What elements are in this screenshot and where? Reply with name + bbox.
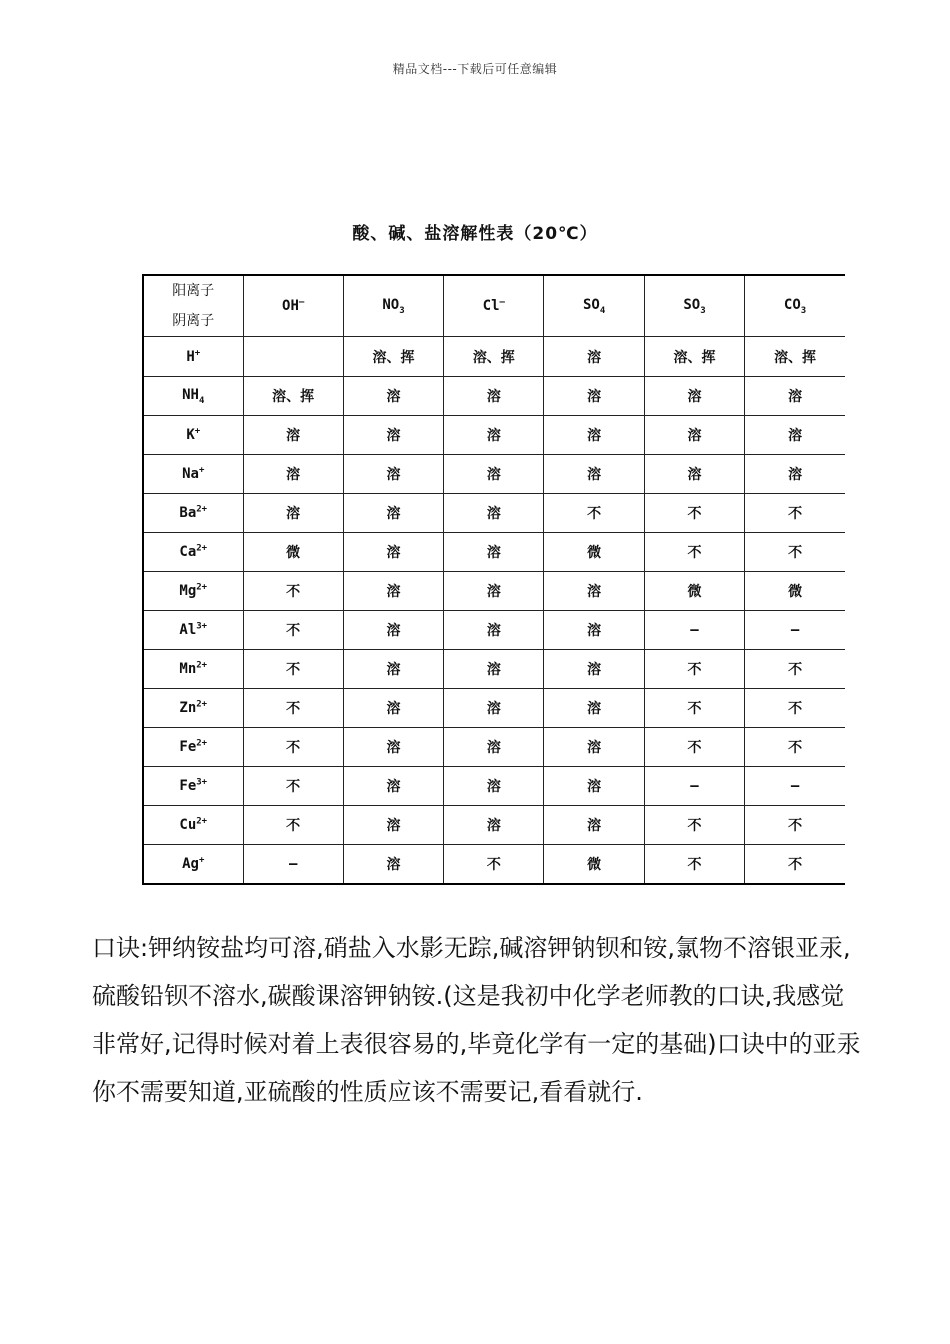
ion-symbol: Na — [182, 466, 199, 483]
solubility-cell: 溶、挥 — [745, 337, 845, 377]
ion-charge: — — [298, 297, 305, 308]
cation-label — [182, 856, 204, 872]
solubility-cell: 溶 — [243, 416, 343, 455]
anion-header-cell — [544, 275, 644, 337]
table-row — [143, 806, 845, 845]
ion-symbol: Zn — [179, 700, 197, 717]
solubility-cell: 溶 — [544, 650, 644, 689]
solubility-cell: 溶 — [544, 416, 644, 455]
solubility-cell: 不 — [745, 689, 845, 728]
solubility-cell: 溶 — [444, 416, 544, 455]
solubility-cell: 不 — [644, 728, 744, 767]
solubility-cell: 溶 — [343, 806, 443, 845]
cation-header-cell — [143, 533, 243, 572]
ion-charge: 2+ — [196, 699, 208, 710]
table-row — [143, 533, 845, 572]
solubility-cell: 不 — [644, 494, 744, 533]
table-row — [143, 572, 845, 611]
table-row — [143, 377, 845, 416]
ion-charge: + — [194, 426, 201, 437]
solubility-cell: 溶 — [644, 416, 744, 455]
solubility-cell: — — [745, 611, 845, 650]
ion-symbol: Ag — [182, 856, 199, 873]
solubility-table — [142, 274, 845, 885]
solubility-cell: 溶 — [544, 689, 644, 728]
cation-header-cell — [143, 845, 243, 885]
solubility-cell: 不 — [745, 533, 845, 572]
ion-subscript: 4 — [599, 305, 606, 316]
anion-header-cell — [343, 275, 443, 337]
cation-label — [186, 349, 200, 365]
ion-symbol: Al — [179, 622, 197, 639]
table-row — [143, 337, 845, 377]
cation-header-cell — [143, 767, 243, 806]
solubility-cell: 溶、挥 — [243, 377, 343, 416]
cation-label — [179, 544, 207, 560]
cation-label — [179, 739, 207, 755]
solubility-cell: 不 — [243, 572, 343, 611]
ion-subscript: 3 — [399, 305, 405, 316]
solubility-cell: 微 — [243, 533, 343, 572]
solubility-cell: 不 — [745, 650, 845, 689]
ion-charge: 2+ — [196, 816, 208, 827]
cation-label — [182, 466, 204, 482]
table-row — [143, 728, 845, 767]
cation-header-cell — [143, 337, 243, 377]
solubility-cell: 溶 — [544, 806, 644, 845]
solubility-cell: 溶 — [343, 533, 443, 572]
cation-header-cell — [143, 806, 243, 845]
solubility-cell: 溶 — [444, 806, 544, 845]
solubility-cell: 微 — [544, 845, 644, 885]
ion-charge: 2+ — [196, 660, 208, 671]
solubility-cell: 溶 — [544, 455, 644, 494]
ion-symbol: SO — [583, 296, 600, 313]
ion-symbol: NO — [382, 296, 400, 313]
solubility-cell: 溶 — [745, 416, 845, 455]
ion-symbol: H — [186, 348, 195, 365]
solubility-cell: 溶 — [745, 455, 845, 494]
cation-label — [179, 505, 207, 521]
solubility-cell: 溶 — [544, 377, 644, 416]
solubility-cell: 不 — [243, 611, 343, 650]
ion-symbol: Cl — [482, 298, 500, 315]
cation-header-cell — [143, 611, 243, 650]
ion-symbol: NH — [182, 386, 199, 403]
solubility-cell: 溶 — [444, 689, 544, 728]
cation-header-cell — [143, 572, 243, 611]
ion-charge: 3+ — [196, 777, 208, 788]
solubility-cell: 溶 — [444, 494, 544, 533]
anion-label — [583, 296, 606, 316]
solubility-cell: 溶 — [243, 494, 343, 533]
solubility-cell: 溶 — [343, 416, 443, 455]
cation-label — [179, 817, 207, 833]
anion-label — [683, 296, 706, 316]
ion-charge: — — [499, 297, 505, 308]
cation-header-cell — [143, 416, 243, 455]
solubility-cell: 溶 — [444, 728, 544, 767]
solubility-cell: 溶 — [745, 377, 845, 416]
ion-subscript: 3 — [800, 305, 807, 316]
ion-charge: 3+ — [196, 621, 208, 632]
page-header-note: 精品文档---下载后可任意编辑 — [392, 62, 558, 76]
cation-header-cell — [143, 689, 243, 728]
solubility-cell: 不 — [644, 689, 744, 728]
anion-label — [783, 296, 807, 316]
solubility-cell: — — [644, 611, 744, 650]
anion-header-cell — [243, 275, 343, 337]
solubility-cell: 溶、挥 — [343, 337, 443, 377]
table-title: 酸、碱、盐溶解性表（20℃） — [352, 224, 598, 244]
solubility-cell: 溶 — [544, 337, 644, 377]
solubility-cell: — — [644, 767, 744, 806]
solubility-cell: 微 — [544, 533, 644, 572]
solubility-cell: 溶 — [644, 455, 744, 494]
solubility-cell: 溶 — [444, 650, 544, 689]
solubility-cell — [243, 337, 343, 377]
anion-header-cell — [745, 275, 845, 337]
cation-label — [179, 583, 207, 599]
solubility-cell: 不 — [745, 806, 845, 845]
solubility-cell: 溶 — [544, 611, 644, 650]
table-row — [143, 650, 845, 689]
table-row — [143, 689, 845, 728]
ion-charge: 2+ — [196, 504, 208, 515]
ion-symbol: SO — [683, 296, 701, 313]
solubility-cell: 溶 — [343, 494, 443, 533]
ion-symbol: K — [186, 427, 195, 444]
table-row — [143, 416, 845, 455]
solubility-cell: 不 — [243, 806, 343, 845]
anion-label — [483, 298, 505, 314]
anion-header-cell — [644, 275, 744, 337]
solubility-cell: 不 — [243, 728, 343, 767]
table-row — [143, 845, 845, 885]
cation-header-cell — [143, 728, 243, 767]
cation-label — [182, 386, 205, 406]
ion-symbol: Fe — [179, 778, 197, 795]
solubility-cell: 溶 — [644, 377, 744, 416]
solubility-cell: 溶 — [444, 572, 544, 611]
solubility-cell: 不 — [243, 650, 343, 689]
solubility-cell: 溶 — [544, 767, 644, 806]
solubility-cell: 不 — [745, 728, 845, 767]
solubility-cell: 溶 — [444, 377, 544, 416]
table-row — [143, 767, 845, 806]
cation-header-cell — [143, 377, 243, 416]
ion-symbol: Fe — [179, 739, 197, 756]
solubility-cell: 不 — [243, 689, 343, 728]
mnemonic-paragraph: 口诀:钾纳铵盐均可溶,硝盐入水影无踪,碱溶钾钠钡和铵,氯物不溶银亚汞,硫酸铅钡不溶水,碳酸课溶钾钠铵.(这是我初中化学老师教的口诀,我感觉非常好,记得时候对着上表很容易的,毕竟化学有一定的基础)口诀中的亚汞你不需要知道,亚硫酸的性质应该不需要记,看看就行. — [92, 934, 861, 1106]
ion-charge: + — [198, 465, 205, 476]
solubility-cell: 溶 — [343, 845, 443, 885]
solubility-cell: — — [745, 767, 845, 806]
solubility-cell: 不 — [644, 806, 744, 845]
solubility-cell: — — [243, 845, 343, 885]
anion-label — [282, 298, 304, 314]
cation-label — [179, 661, 207, 677]
cation-label — [186, 427, 200, 443]
cation-label — [179, 700, 207, 716]
ion-charge: 2+ — [196, 738, 208, 749]
ion-symbol: CO — [783, 296, 801, 313]
solubility-cell: 不 — [444, 845, 544, 885]
corner-anion-label: 阴离子 — [172, 313, 215, 329]
ion-symbol: Mg — [179, 583, 197, 600]
ion-charge: 2+ — [196, 582, 208, 593]
solubility-cell: 溶 — [343, 728, 443, 767]
ion-charge: + — [198, 855, 205, 866]
solubility-cell: 溶、挥 — [644, 337, 744, 377]
solubility-cell: 溶、挥 — [444, 337, 544, 377]
anion-label — [382, 296, 405, 316]
solubility-cell: 微 — [745, 572, 845, 611]
ion-charge: 2+ — [196, 543, 208, 554]
solubility-cell: 微 — [644, 572, 744, 611]
solubility-cell: 溶 — [544, 572, 644, 611]
solubility-cell: 溶 — [343, 455, 443, 494]
cation-label — [179, 778, 207, 794]
table-row — [143, 494, 845, 533]
solubility-cell: 溶 — [544, 728, 644, 767]
corner-cation-label: 阳离子 — [172, 283, 215, 299]
ion-charge: + — [194, 348, 201, 359]
solubility-cell: 不 — [644, 845, 744, 885]
solubility-cell: 溶 — [444, 533, 544, 572]
corner-cell — [143, 275, 243, 337]
ion-symbol: Cu — [179, 817, 197, 834]
ion-symbol: Mn — [179, 661, 197, 678]
solubility-cell: 溶 — [444, 611, 544, 650]
ion-symbol: Ba — [179, 505, 197, 522]
solubility-cell: 溶 — [343, 650, 443, 689]
cation-header-cell — [143, 494, 243, 533]
cation-label — [179, 622, 207, 638]
solubility-cell: 溶 — [343, 611, 443, 650]
solubility-cell: 不 — [544, 494, 644, 533]
ion-symbol: OH — [282, 298, 299, 315]
solubility-cell: 溶 — [343, 689, 443, 728]
solubility-cell: 溶 — [343, 377, 443, 416]
cation-header-cell — [143, 455, 243, 494]
solubility-cell: 溶 — [243, 455, 343, 494]
cation-header-cell — [143, 650, 243, 689]
ion-subscript: 4 — [198, 395, 205, 406]
anion-header-cell — [444, 275, 544, 337]
solubility-cell: 溶 — [444, 455, 544, 494]
solubility-cell: 不 — [644, 650, 744, 689]
ion-symbol: Ca — [179, 544, 197, 561]
solubility-cell: 溶 — [343, 572, 443, 611]
solubility-cell: 不 — [644, 533, 744, 572]
table-row — [143, 611, 845, 650]
solubility-cell: 不 — [745, 845, 845, 885]
ion-subscript: 3 — [700, 305, 706, 316]
table-row — [143, 455, 845, 494]
solubility-cell: 不 — [243, 767, 343, 806]
solubility-cell: 溶 — [444, 767, 544, 806]
header-row — [143, 275, 845, 337]
solubility-cell: 不 — [745, 494, 845, 533]
solubility-cell: 溶 — [343, 767, 443, 806]
